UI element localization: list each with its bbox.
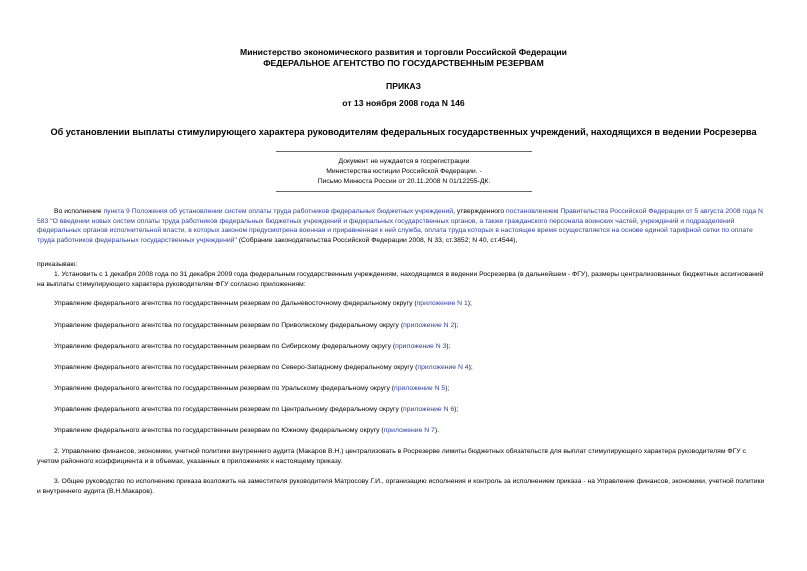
appendix-1-link[interactable]: приложение N 1 xyxy=(416,300,468,307)
item-2-paragraph: 2. Управлению финансов, экономики, учетной политики внутреннего аудита (Макаров В.Н.) централизовать в Росрезерве лимиты бюджетных обязательств для выплат стимулирующего характера руководителям ФГУ с учетом районного коэффициента и в объемах, указанных в приложениях к настоящему приказу. xyxy=(37,448,746,465)
appendix-2-link[interactable]: приложение N 2 xyxy=(403,322,455,329)
district-text: Управление федерального агентства по государственным резервам по Сибирскому федеральному округу ( xyxy=(54,343,396,350)
preamble-paragraph xyxy=(37,207,768,245)
appendix-3-link[interactable]: приложение N 3 xyxy=(395,343,447,350)
registration-note-line3: Письмо Минюста России от 20.11.2008 N 01/12255-ДК. xyxy=(317,178,491,185)
district-end: ); xyxy=(446,343,451,350)
regulation-link[interactable]: пункта 9 Положения об установлении систем оплаты труда работников федеральных бюджетных учреждений xyxy=(103,208,454,215)
district-item-7 xyxy=(54,426,768,436)
doc-type-heading: ПРИКАЗ xyxy=(386,81,421,91)
preamble-suffix: (Собрание законодательства Российской Федерации 2008, N 33, ст.3852; N 40, ст.4544), xyxy=(236,236,518,244)
district-text: Управление федерального агентства по государственным резервам по Дальневосточному федеральному округу ( xyxy=(54,300,417,307)
item-3-paragraph: 3. Общее руководство по исполнению приказа возложить на заместителя руководителя Матросову Г.И., организацию исполнения и контроль за исполнением приказа - на Управление финансов, экономики, учетной политики и внутреннего аудита (В.Н.Макаров). xyxy=(37,478,765,495)
district-end: ); xyxy=(445,385,450,392)
preamble-mid: , утвержденного xyxy=(453,208,507,215)
district-item-6 xyxy=(54,405,768,415)
district-item-4 xyxy=(54,363,768,373)
registration-note-line2: Министерства юстиции Российской Федерации. - xyxy=(326,168,482,175)
document-title: Об установлении выплаты стимулирующего характера руководителям федеральных государственных учреждений, находящихся в ведении Росрезерва xyxy=(50,127,757,137)
date-number: от 13 ноября 2008 года N 146 xyxy=(342,98,465,108)
district-item-3 xyxy=(54,342,768,352)
appendix-5-link[interactable]: приложение N 5 xyxy=(394,385,446,392)
district-end: ); xyxy=(467,300,472,307)
ministry-heading: Министерство экономического развития и торговли Российской Федерации xyxy=(240,47,567,57)
appendix-7-link[interactable]: приложение N 7 xyxy=(383,427,435,434)
district-end: ); xyxy=(454,322,459,329)
note-top-divider xyxy=(276,151,532,152)
district-text: Управление федерального агентства по государственным резервам по Южному федеральному округу ( xyxy=(54,427,384,434)
appendix-6-link[interactable]: приложение N 6 xyxy=(403,406,455,413)
district-item-5 xyxy=(54,384,768,394)
district-text: Управление федерального агентства по государственным резервам по Центральному федеральному округу ( xyxy=(54,406,404,413)
district-end: ); xyxy=(454,406,459,413)
district-item-1 xyxy=(54,299,768,309)
district-end: ); xyxy=(468,364,473,371)
government-decree-link[interactable]: постановлением Правительства Российской Федерации от 5 августа 2008 года N 583 "О введении новых систем оплаты труда работников федеральных бюджетных учреждений и федеральных государственных органов, а также гражданского персонала воинских частей, учреждений и подразделений федеральных органов исполнительной власти, в которых законом предусмотрена военная и приравненная к ней служба, оплата труда которых в настоящее время осуществляется на основе единой тарифной сетки по оплате труда работников федеральных государственных учреждений" xyxy=(37,208,763,244)
district-text: Управление федерального агентства по государственным резервам по Приволжскому федеральному округу ( xyxy=(54,322,404,329)
district-end: ). xyxy=(434,427,439,434)
note-bottom-divider xyxy=(276,191,532,192)
item-1-paragraph: 1. Установить с 1 декабря 2008 года по 31 декабря 2009 года федеральным государственным учреждениям, находящимся в ведении Росрезерва (в дальнейшем - ФГУ), размеры централизованных бюджетных ассигнований на выплаты стимулирующего характера руководителям ФГУ согласно приложениям: xyxy=(37,271,764,288)
preamble-prefix: Во исполнение xyxy=(54,208,104,215)
district-text: Управление федерального агентства по государственным резервам по Северо-Западному федеральному округу ( xyxy=(54,364,418,371)
registration-note-line1: Документ не нуждается в госрегистрации xyxy=(338,158,470,165)
agency-heading: ФЕДЕРАЛЬНОЕ АГЕНТСТВО ПО ГОСУДАРСТВЕННЫМ РЕЗЕРВАМ xyxy=(263,58,544,68)
order-word: приказываю: xyxy=(37,261,78,268)
district-item-2 xyxy=(54,321,768,331)
district-text: Управление федерального агентства по государственным резервам по Уральскому федеральному округу ( xyxy=(54,385,395,392)
appendix-4-link[interactable]: приложение N 4 xyxy=(417,364,469,371)
